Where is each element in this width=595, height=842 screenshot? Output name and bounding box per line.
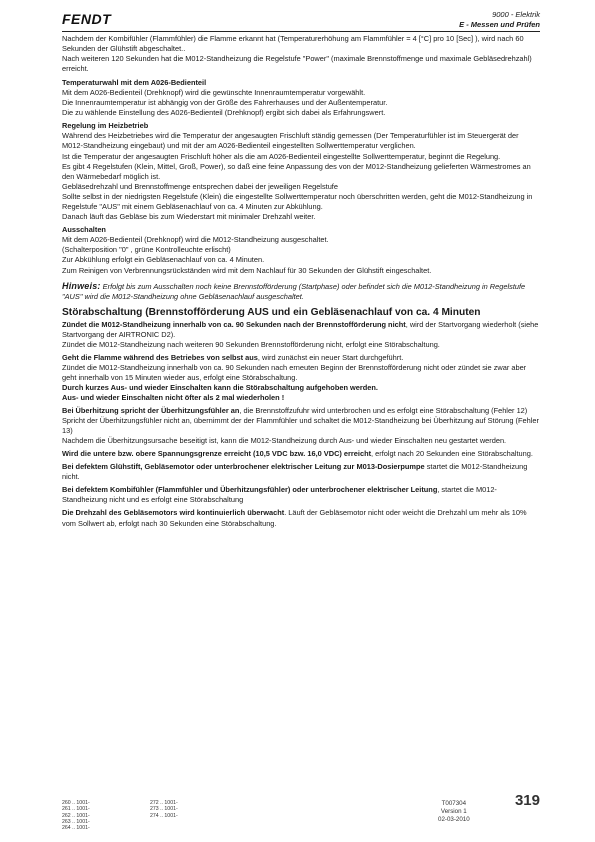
paragraph: Mit dem A026-Bedienteil (Drehknopf) wird die gewünschte Innenraumtemperatur vorgewählt. xyxy=(62,87,366,97)
paragraph: Nachdem der Kombifühler (Flammfühler) die Flamme erkannt hat (Temperaturerhöhung am Flammfühler = 4 [°C] pro 10 [Sec] ), wird nach 60 Sekunden der Glühstift abgeschaltet.. xyxy=(62,34,524,54)
paragraph xyxy=(62,449,540,459)
document-meta xyxy=(438,800,470,824)
document-date: 02-03-2010 xyxy=(438,816,470,823)
serial-range: 264 .. 1001- xyxy=(62,825,90,832)
paragraph: Danach läuft das Gebläse bis zum Wiederstart mit minimaler Drehzahl weiter. xyxy=(62,211,316,221)
paragraph: Die Innenraumtemperatur ist abhängig von der Größe des Fahrerhauses und der Außentemperatur. xyxy=(62,97,388,107)
paragraph: Zur Abkühlung erfolgt ein Gebläsenachlauf von ca. 4 Minuten. xyxy=(62,255,265,265)
page-footer xyxy=(62,792,540,840)
paragraph: Sollte selbst in der niedrigsten Regelstufe (Klein) die eingestellte Sollwerttemperatur noch überschritten werden, geht die M012-Standheizung in Regelstufe "AUS" mit einem Gebläsenachlauf von ca. 4 Minuten zur Abkühlung. xyxy=(62,191,533,211)
document-version: Version 1 xyxy=(440,808,467,815)
paragraph: Nachdem die Überhitzungsursache beseitigt ist, kann die M012-Standheizung durch Aus- und wieder Einschalten neu gestartet werden. xyxy=(62,436,507,446)
hinweis-text: Erfolgt bis zum Ausschalten noch keine Brennstofförderung (Startphase) oder befindet sich die M012-Standheizung in Regelstufe "AUS" wird die M012-Standheizung ohne Gebläsenachlauf ausgeschaltet. xyxy=(62,281,526,301)
serial-range: 272 .. 1001- xyxy=(150,800,178,806)
bold-lead: Wird die untere bzw. obere Spannungsgrenze erreicht (10,5 VDC bzw. 16,0 VDC) erreicht xyxy=(62,449,372,459)
serial-range: 260 .. 1001- xyxy=(62,800,90,806)
serial-range: 262 .. 1001- xyxy=(62,812,90,819)
paragraph: Zündet die M012-Standheizung innerhalb von ca. 90 Sekunden nach erneuten Beginn der Brennstofförderung nicht oder zündet sie zwar aber geht innerhalb von 15 Minuten wieder aus, erfolgt eine Störabschaltung. xyxy=(62,362,527,382)
serial-range-list xyxy=(62,800,90,831)
paragraph: Es gibt 4 Regelstufen (Klein, Mittel, Groß, Power), so daß eine feine Anpassung des von der M012-Standheizung gelieferten Wärmestromes an den Wärmebedarf möglich ist. xyxy=(62,161,531,181)
paragraph: Während des Heizbetriebes wird die Temperatur der angesaugten Frischluft ständig gemessen (Der Temperaturfühler ist im Steuergerät der M012-Standheizung eingebaut) und mit der am A026-Bedienteil eingestellten Sollwerttemperatur verglichen. xyxy=(62,131,519,151)
paragraph xyxy=(62,406,540,416)
bold-lead: Geht die Flamme während des Betriebes von selbst aus xyxy=(62,352,258,362)
header-divider xyxy=(62,31,540,32)
page-header xyxy=(459,10,540,30)
paragraph: (Schalterposition "0" , grüne Kontrolleuchte erlischt) xyxy=(62,245,231,255)
serial-range-list xyxy=(150,800,178,819)
paragraph: Spricht der Überhitzungsfühler nicht an, übernimmt der der Flammfühler und schaltet die M012-Standheizung bei Überhitzung auf Störung (Fehler 13) xyxy=(62,416,539,436)
section-heading-ausschalten: Ausschalten xyxy=(62,225,106,235)
bold-lead: Die Drehzahl des Gebläsemotors wird kontinuierlich überwacht xyxy=(62,508,285,518)
paragraph: Zündet die M012-Standheizung nach weiteren 90 Sekunden Brennstofförderung nicht, erfolgt eine Störabschaltung. xyxy=(62,339,440,349)
paragraph: Gebläsedrehzahl und Brennstoffmenge entsprechen dabei der jeweiligen Regelstufe xyxy=(62,181,338,191)
text-run: , wird zunächst ein neuer Start durchgeführt. xyxy=(257,352,404,362)
document-number: T007304 xyxy=(441,800,467,807)
text-run: , wird der Startvorgang wiederholt (siehe Startvorgang der AIRTRONIC D2). xyxy=(62,319,539,339)
serial-range: 273 .. 1001- xyxy=(150,806,178,813)
text-run: , erfolgt nach 20 Sekunden eine Störabschaltung. xyxy=(371,449,533,459)
paragraph: Zum Reinigen von Verbrennungsrückständen wird mit dem Nachlauf für 30 Sekunden der Glühstift eingeschaltet. xyxy=(62,265,432,275)
paragraph xyxy=(62,320,540,340)
text-run: startet die M012-Standheizung nicht. xyxy=(62,462,528,482)
hinweis-note xyxy=(62,281,540,302)
paragraph: Die zu wählende Einstellung des A026-Bedienteil (Drehknopf) ergibt sich dabei als Erfahrungswert. xyxy=(62,107,386,117)
paragraph xyxy=(62,462,540,482)
bold-lead: Zündet die M012-Standheizung innerhalb von ca. 90 Sekunden nach der Brennstofförderung nicht xyxy=(62,319,406,329)
paragraph-bold: Durch kurzes Aus- und wieder Einschalten kann die Störabschaltung aufgehoben werden. xyxy=(62,382,378,392)
paragraph: Ist die Temperatur der angesaugten Frischluft höher als die am A026-Bedienteil eingestellte Sollwerttemperatur, beginnt die Regelung. xyxy=(62,151,501,161)
text-run: , die Brennstoffzufuhr wird unterbrochen und es erfolgt eine Störabschaltung (Fehler 12) xyxy=(239,406,528,416)
text-run: . Läuft der Gebläsemotor nicht oder weicht die Drehzahl um mehr als 10% vom Sollwert ab, erfolgt nach 30 Sekunden eine Störabschaltung. xyxy=(62,508,527,528)
paragraph: Nach weiteren 120 Sekunden hat die M012-Standheizung die Regelstufe "Power" (maximale Brennstoffmenge und maximale Gebläsedrehzahl) erreicht. xyxy=(62,54,532,74)
header-chapter: E - Messen und Prüfen xyxy=(459,20,540,29)
text-run: , startet die M012-Standheizung nicht und es erfolgt eine Störabschaltung xyxy=(62,485,497,505)
header-section: 9000 - Elektrik xyxy=(492,10,540,19)
paragraph xyxy=(62,485,540,505)
bold-lead: Bei defektem Glühstift, Gebläsemotor oder unterbrochener elektrischer Leitung zur M013-Dosierpumpe xyxy=(62,462,425,472)
hinweis-label: Hinweis: xyxy=(62,280,101,291)
paragraph xyxy=(62,508,540,528)
paragraph xyxy=(62,353,540,363)
fendt-logo: FENDT xyxy=(62,11,112,27)
page-number: 319 xyxy=(514,792,540,809)
serial-range: 261 .. 1001- xyxy=(62,806,90,813)
serial-range: 274 .. 1001- xyxy=(150,812,178,819)
section-heading-regelung: Regelung im Heizbetrieb xyxy=(62,121,149,131)
serial-range: 263 .. 1001- xyxy=(62,818,90,825)
bold-lead: Bei defektem Kombifühler (Flammfühler und Überhitzungsfühler) oder unterbrochener elektrischer Leitung xyxy=(62,485,438,495)
paragraph: Mit dem A026-Bedienteil (Drehknopf) wird die M012-Standheizung ausgeschaltet. xyxy=(62,235,329,245)
bold-lead: Bei Überhitzung spricht der Überhitzungsfühler an xyxy=(62,406,240,416)
document-body xyxy=(62,34,540,529)
section-heading-temperaturwahl: Temperaturwahl mit dem A026-Bedienteil xyxy=(62,77,207,87)
paragraph-bold: Aus- und wieder Einschalten nicht öfter als 2 mal wiederholen ! xyxy=(62,393,285,402)
section-heading-stoerabschaltung: Störabschaltung (Brennstofförderung AUS und ein Gebläsenachlauf von ca. 4 Minuten xyxy=(62,306,481,318)
